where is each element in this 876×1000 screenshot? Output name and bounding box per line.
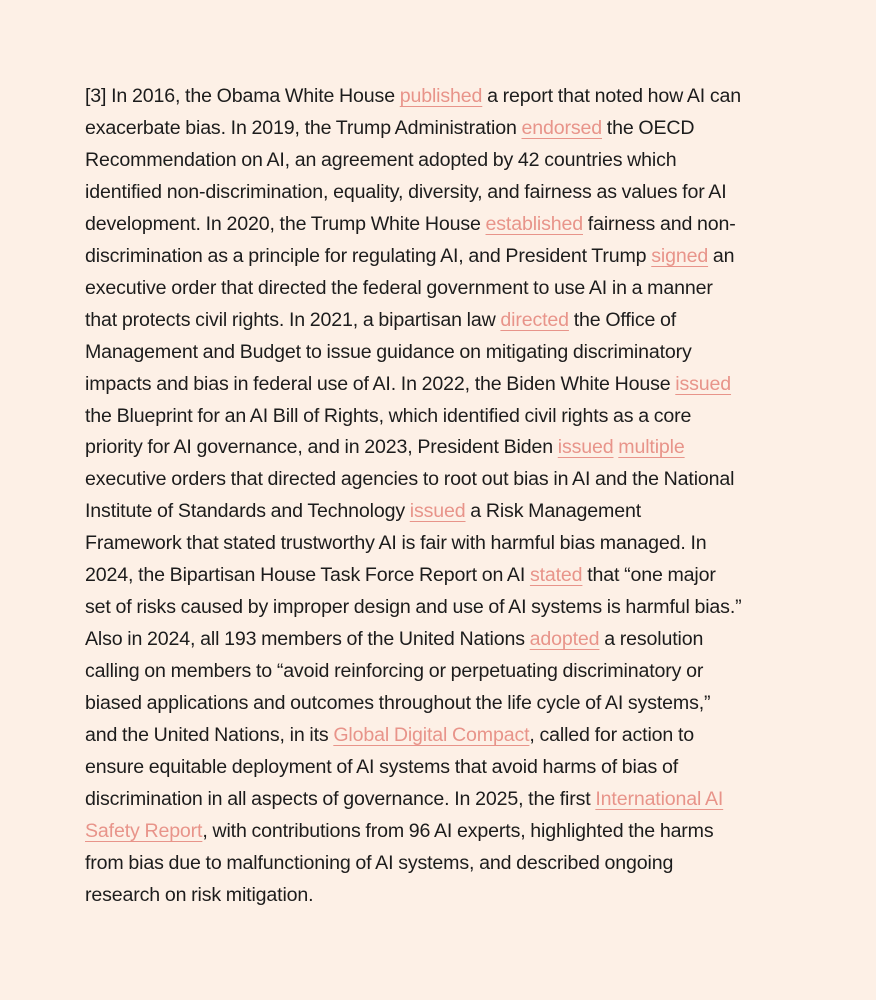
footnote-text: and the United Nations, in its — [85, 724, 334, 747]
link-established[interactable]: established — [485, 212, 583, 235]
footnote-line — [85, 273, 785, 305]
footnote-line — [85, 752, 785, 784]
footnote-text: biased applications and outcomes throughout the life cycle of AI systems,” — [85, 692, 711, 715]
footnote-text: set of risks caused by improper design and use of AI systems is harmful bias.” — [85, 596, 742, 619]
footnote-text: the Office of — [568, 308, 677, 331]
footnote-text: identified non-discrimination, equality, diversity, and fairness as values for AI — [85, 180, 727, 203]
footnote-text: discrimination as a principle for regulating AI, and President Trump — [85, 244, 652, 267]
footnote-text: [3] In 2016, the Obama White House — [85, 85, 400, 107]
link-endorsed[interactable]: endorsed — [521, 116, 603, 139]
footnote-text: that “one major — [582, 564, 716, 587]
footnote-text: an — [708, 244, 735, 267]
link-issued[interactable]: issued — [557, 436, 614, 459]
footnote-line — [85, 209, 785, 241]
footnote-line — [85, 816, 785, 848]
footnote-line — [85, 113, 785, 145]
footnote-text: that protects civil rights. In 2021, a bipartisan law — [85, 308, 501, 331]
footnote-line — [85, 720, 785, 752]
footnote-line — [85, 848, 785, 880]
footnote-text: Framework that stated trustworthy AI is fair with harmful bias managed. In — [85, 532, 707, 555]
footnote-text: Institute of Standards and Technology — [85, 500, 410, 523]
link-issued[interactable]: issued — [409, 500, 466, 523]
footnote-line — [85, 592, 785, 624]
footnote-text: , called for action to — [529, 724, 694, 747]
link-signed[interactable]: signed — [651, 244, 709, 267]
footnote-line — [85, 81, 785, 113]
link-international-ai[interactable]: International AI — [595, 787, 724, 810]
footnote-text: discrimination in all aspects of governance. In 2025, the first — [85, 787, 596, 810]
link-directed[interactable]: directed — [500, 308, 569, 331]
link-published[interactable]: published — [399, 85, 483, 107]
footnote-text: 2024, the Bipartisan House Task Force Report on AI — [85, 564, 530, 587]
footnote-line — [85, 784, 785, 816]
footnote-text: executive orders that directed agencies to root out bias in AI and the National — [85, 468, 735, 491]
footnote-line — [85, 880, 785, 912]
footnote-line — [85, 528, 785, 560]
footnote-text: exacerbate bias. In 2019, the Trump Administration — [85, 116, 522, 139]
link-multiple[interactable]: multiple — [618, 436, 685, 459]
footnote-line — [85, 464, 785, 496]
footnote-line — [85, 369, 785, 401]
footnote-line — [85, 688, 785, 720]
footnote-line — [85, 177, 785, 209]
footnote-text: the OECD — [602, 116, 695, 139]
footnote-line — [85, 656, 785, 688]
footnote-text: executive order that directed the federal government to use AI in a manner — [85, 276, 713, 299]
link-issued[interactable]: issued — [675, 372, 732, 395]
footnote-text: Management and Budget to issue guidance on mitigating discriminatory — [85, 340, 692, 363]
link-adopted[interactable]: adopted — [529, 628, 600, 651]
footnote-text: from bias due to malfunctioning of AI systems, and described ongoing — [85, 851, 674, 874]
footnote-text: a report that noted how AI can — [482, 85, 742, 107]
footnote-text: Recommendation on AI, an agreement adopted by 42 countries which — [85, 148, 677, 171]
footnote-text: research on risk mitigation. — [85, 883, 314, 906]
footnote-text: fairness and non- — [583, 212, 736, 235]
footnote-text: priority for AI governance, and in 2023, President Biden — [85, 436, 558, 459]
footnote-text: Also in 2024, all 193 members of the United Nations — [85, 628, 530, 651]
footnote-text: the Blueprint for an AI Bill of Rights, which identified civil rights as a core — [85, 404, 692, 427]
footnote-line — [85, 432, 785, 464]
link-safety-report[interactable]: Safety Report — [85, 819, 203, 842]
footnote-line — [85, 401, 785, 433]
footnote-line — [85, 624, 785, 656]
footnote-text: a Risk Management — [465, 500, 642, 523]
footnote-line — [85, 560, 785, 592]
footnote-line — [85, 145, 785, 177]
footnote-line — [85, 305, 785, 337]
link-stated[interactable]: stated — [529, 564, 583, 587]
footnote-text: development. In 2020, the Trump White House — [85, 212, 486, 235]
footnote-text: impacts and bias in federal use of AI. In 2022, the Biden White House — [85, 372, 676, 395]
link-global-digital-compact[interactable]: Global Digital Compact — [333, 724, 530, 747]
footnote-line — [85, 337, 785, 369]
footnote-line — [85, 496, 785, 528]
footnote-text: a resolution — [599, 628, 704, 651]
footnote-text: calling on members to “avoid reinforcing or perpetuating discriminatory or — [85, 660, 704, 683]
footnote-line — [85, 241, 785, 273]
footnote-text: , with contributions from 96 AI experts, highlighted the harms — [202, 819, 714, 842]
footnote-text: ensure equitable deployment of AI systems that avoid harms of bias of — [85, 756, 678, 779]
footnote-paragraph — [85, 81, 785, 912]
